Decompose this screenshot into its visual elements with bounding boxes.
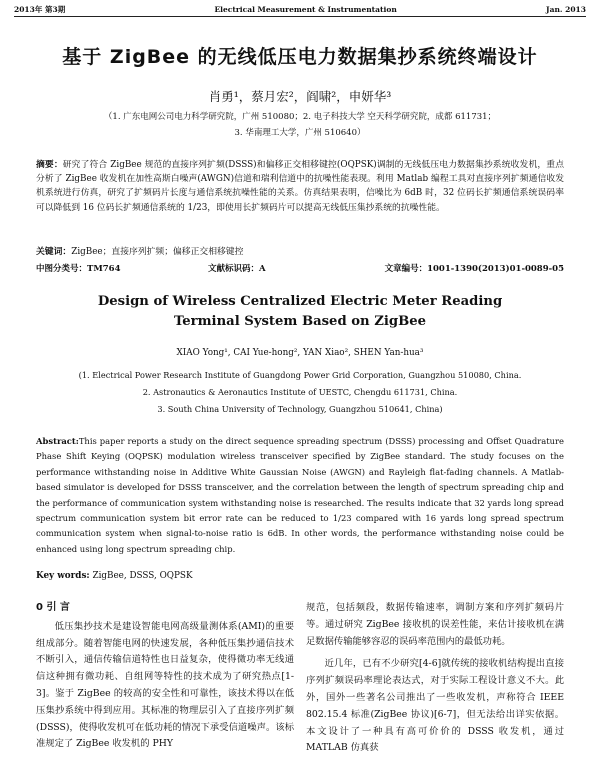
keywords-en-label: Key words: — [36, 571, 90, 581]
clc-number: 中图分类号：TM764 — [36, 264, 121, 274]
affiliation-en-line: 3. South China University of Technology, Guangzhou 510641, China) — [157, 404, 443, 414]
body-column-left — [36, 600, 294, 753]
abstract-en-text: This paper reports a study on the direct sequence spreading spectrum (DSSS) processing and Offset Quadrature Phase Shift Keying (OQPSK) modulation wireless transceiver specified by ZigBee standard. The study focuses on the performance withstanding noise in Additive White Gaussian Noise (AWGN) and Rayleigh flat-fading channels. A Matlab-based simulator is developed for DSSS transceiver, and the correlation between the length of spectrum spreading chip and the performance of communication system withstanding noise is researched. The results indicate that 32 yards long spread spectrum communication system bit error rate can be reduced to 1/23 compared with 16 yards long spread spectrum communication system when signal-to-noise ratio is 6dB. In other words, the performance withstanding noise could be enhanced using long spectrum spreading chip. — [36, 436, 564, 554]
section-heading-introduction: 0 引 言 — [36, 602, 70, 613]
authors-cn: 肖勇¹，蔡月宏²，阎啸²，申妍华³ — [208, 89, 392, 104]
body-paragraph: 规范，包括频段，数据传输速率，调制方案和序列扩频码片等。通过研究 ZigBee 接收机的误差性能，来估计接收机在满足数据传输能够容忍的误码率范围内的最低功耗。 — [306, 602, 564, 647]
keywords-en — [36, 571, 564, 581]
keywords-cn — [36, 244, 564, 257]
keywords-cn-text: ZigBee；直接序列扩频；偏移正交相移键控 — [71, 247, 244, 257]
abstract-cn-label: 摘要： — [36, 160, 63, 170]
abstract-cn — [36, 158, 564, 215]
paper-title-en-line: Design of Wireless Centralized Electric Meter Reading — [97, 294, 503, 309]
header-journal: Electrical Measurement & Instrumentation — [214, 4, 397, 14]
keywords-cn-label: 关键词： — [36, 247, 72, 257]
abstract-en-label: Abstract: — [36, 436, 79, 446]
abstract-en — [36, 434, 564, 557]
affiliation-en-line: (1. Electrical Power Research Institute of Guangdong Power Grid Corporation, Guangzhou 510080, China. — [78, 370, 522, 380]
keywords-en-text: ZigBee, DSSS, OQPSK — [92, 571, 193, 581]
header-rule — [14, 16, 586, 17]
affiliation-cn-line: 3. 华南理工大学，广州 510640） — [234, 128, 366, 138]
running-header — [14, 3, 586, 15]
paper-title-en-line: Terminal System Based on ZigBee — [173, 314, 427, 329]
article-number: 文章编号：1001-1390(2013)01-0089-05 — [384, 264, 564, 274]
abstract-cn-text: 研究了符合 ZigBee 规范的直接序列扩频(DSSS)和偏移正交相移键控(OQPSK)调制的无线低压电力数据集抄系统收发机，重点分析了 ZigBee 收发机在加性高斯白噪声(AWGN)信道和瑞利信道中的抗噪性能表现。利用 Matlab 编程工具对直接序列扩频通信收发机系统进行仿真，研究了扩频码片长度与通信系统抗噪性能的关系。仿真结果表明，信噪比为 6dB 时，32 位码长扩频通信系统误码率可以降低到 16 位码长扩频通信系统的 1/23，即使用长扩频码片可以提高无线低压集抄系统的抗噪性能。 — [36, 160, 564, 213]
body-column-right — [306, 600, 564, 757]
body-paragraph: 近几年，已有不少研究[4-6]就传统的接收机结构提出直接序列扩频误码率理论表达式，对于实际工程设计意义不大。此外，国外一些著名公司推出了一些收发机，声称符合 IEEE 802.15.4 标准(ZigBee 协议)[6-7]，但无法给出详实依据。本文设计了一种具有高可价价的 DSSS 收发机，通过 MATLAB 仿真获 — [306, 658, 564, 754]
body-paragraph: 低压集抄技术是建设智能电网高级量测体系(AMI)的重要组成部分。随着智能电网的快速发展，各种低压集抄通信技术不断引入，通信传输信道特性也日益复杂，使得微功率无线通信这种拥有微功耗、自组网等特性的技术成为了研究热点[1-3]。鉴于 ZigBee 的较高的安全性和可靠性，该技术得以在低压集抄系统中得到应用。其标准的物理层引入了直接序列扩频(DSSS)，使得收发机可在低功耗的情况下承受信道噪声。该标准规定了 ZigBee 收发机的 PHY — [36, 620, 294, 750]
document-code: 文献标识码：A — [208, 264, 266, 274]
affiliation-en-line: 2. Astronautics & Aeronautics Institute of UESTC, Chengdu 611731, China. — [142, 387, 458, 397]
authors-en: XIAO Yong¹, CAI Yue-hong², YAN Xiao², SHEN Yan-hua³ — [176, 348, 424, 358]
affiliation-cn-line: （1. 广东电网公司电力科学研究院，广州 510080；2. 电子科技大学 空天科学研究院，成都 611731； — [103, 112, 497, 122]
paper-title-cn: 基于 ZigBee 的无线低压电力数据集抄系统终端设计 — [62, 46, 538, 68]
header-issue: 2013年 第3期 — [14, 4, 66, 14]
header-date: Jan. 2013 — [546, 4, 586, 14]
